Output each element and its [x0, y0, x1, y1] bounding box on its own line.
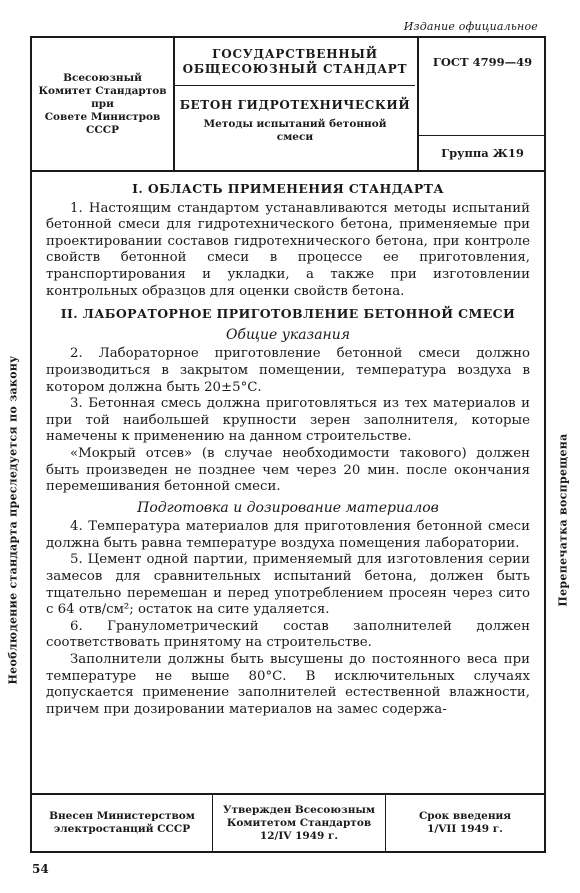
introduced-by [32, 795, 213, 851]
side-note-left [2, 240, 24, 800]
document-body [46, 181, 530, 718]
paragraph: 4. Температура материалов для приготовления бетонной смеси должна быть равна температуре воздуха помещения лаборатории. [46, 519, 530, 551]
paragraph: 6. Гранулометрический состав заполнителей должен соответствовать принятому на строительстве. [46, 618, 530, 651]
page-number: 54 [32, 862, 49, 876]
subsection-heading: Подготовка и дозирование материалов [137, 499, 439, 516]
authority-line: при [91, 97, 114, 110]
side-note-left-text: Необлюдение стандарта преследуется по закону [6, 355, 20, 685]
paragraph: 1. Настоящим стандартом устанавливаются методы испытаний бетонной смеси для гидротехнического бетона, применяемые при проектировании составов гидротехнического бетона, при контроле свойств бетонной смеси в процессе ее приготовления, транспортирования и укладки, а также при изготовлении контрольных образцов для оценки свойств бетона. [46, 200, 530, 299]
standard-title-block [175, 38, 415, 170]
code-block [417, 38, 546, 170]
document-frame [30, 36, 546, 853]
standard-type [175, 38, 415, 86]
paragraph: Заполнители должны быть высушены до постоянного веса при температуре не выше 80°С. В исключительных случаях допускается применение заполнителей естественной влажности, причем при дозировании материалов на замес содержа- [46, 652, 530, 717]
paragraph: 5. Цемент одной партии, применяемый для изготовления серии замесов для сравнительных испытаний бетона, должен быть тщательно перемешан и перед употреблением просеян через сито с 64 отв/см²; остаток на сите удаляется. [46, 552, 530, 618]
paragraph: «Мокрый отсев» (в случае необходимости такового) должен быть произведен не позднее чем через 20 мин. после окончания перемешивания бетонной смеси. [46, 445, 530, 495]
footer-line: Внесен Министерством [49, 810, 195, 822]
authority-line: Совете Министров [44, 110, 161, 123]
footer-line: Комитетом Стандартов [226, 816, 372, 829]
standard-type-line: ГОСУДАРСТВЕННЫЙ [212, 47, 378, 61]
footer-line: 1/VII 1949 г. [427, 823, 503, 835]
paragraph: 3. Бетонная смесь должна приготовляться из тех материалов и при той наибольшей крупности зерен заполнителя, которые намечены к применению на данном строительстве. [46, 396, 530, 445]
title-main: БЕТОН ГИДРОТЕХНИЧЕСКИЙ [179, 98, 411, 112]
subtitle-line: смеси [276, 131, 314, 143]
paragraph: 2. Лабораторное приготовление бетонной смеси должно производиться в закрытом помещении, температура воздуха в котором должна быть 20±5°С. [46, 346, 530, 395]
side-note-right [552, 240, 574, 800]
footer-line: электростанций СССР [53, 823, 191, 835]
effective-date [386, 795, 544, 851]
title-sub [175, 118, 415, 144]
section-heading: I. ОБЛАСТЬ ПРИМЕНЕНИЯ СТАНДАРТА [132, 181, 444, 196]
group-code: Группа Ж19 [419, 135, 546, 170]
footer-block [32, 793, 544, 851]
approved-by [213, 795, 386, 851]
standard-title [175, 86, 415, 144]
gost-code: ГОСТ 4799—49 [432, 55, 533, 69]
authority-line: Всесоюзный [63, 71, 142, 84]
side-note-right-text: Перепечатка воспрещена [556, 433, 570, 607]
standard-type-line: ОБЩЕСОЮЗНЫЙ СТАНДАРТ [182, 62, 408, 76]
subtitle-line: Методы испытаний бетонной [203, 118, 387, 130]
authority-line: СССР [86, 123, 119, 136]
edition-note: Издание официальное [403, 20, 538, 33]
footer-line: Утвержден Всесоюзным [222, 803, 376, 816]
footer-line: Срок введения [418, 810, 512, 822]
issuing-authority [32, 38, 175, 170]
header-block [32, 38, 544, 172]
footer-line: 12/IV 1949 г. [259, 829, 339, 842]
subsection-heading: Общие указания [225, 326, 351, 343]
section-heading: II. ЛАБОРАТОРНОЕ ПРИГОТОВЛЕНИЕ БЕТОННОЙ СМЕСИ [60, 306, 516, 322]
authority-line: Комитет Стандартов [38, 84, 167, 97]
